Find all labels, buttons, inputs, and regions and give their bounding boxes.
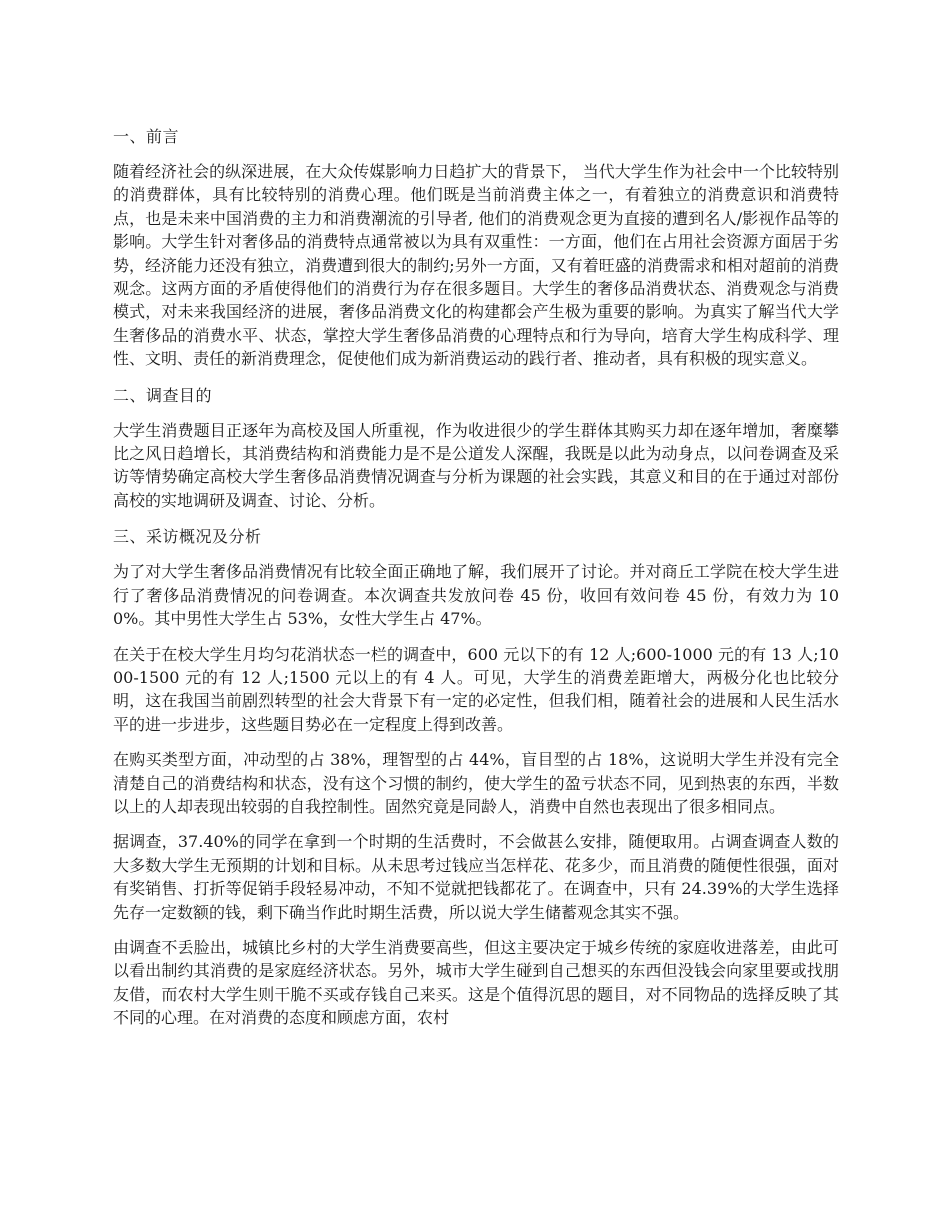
- paragraph: 大学生消费题目正逐年为高校及国人所重视，作为收进很少的学生群体其购买力却在逐年增加，奢糜攀比之风日趋增长，其消费结构和消费能力是不是公道发人深醒，我既是以此为动身点，以问卷调查及采访等情势确定高校大学生奢侈品消费情况调查与分析为课题的社会实践，其意义和目的在于通过对部份高校的实地调研及调查、讨论、分析。: [113, 420, 839, 510]
- paragraph: 据调查，37.40%的同学在拿到一个时期的生活费时，不会做甚么安排，随便取用。占调查调查人数的大多数大学生无预期的计划和目标。从未思考过钱应当怎样花、花多少，而且消费的随便性很强，面对有奖销售、打折等促销手段轻易冲动，不知不觉就把钱都花了。在调查中，只有 24.39%的大学生选择先存一定数额的钱，剩下确当作此时期生活费，所以说大学生储蓄观念其实不强。: [113, 832, 839, 922]
- section-heading: 三、采访概况及分析: [113, 527, 262, 547]
- section-heading: 一、前言: [113, 127, 180, 146]
- section-preface: [113, 124, 839, 371]
- section-interview-analysis: [113, 524, 839, 1029]
- paragraph: 随着经济社会的纵深进展，在大众传媒影响力日趋扩大的背景下， 当代大学生作为社会中一个比较特别的消费群体，具有比较特别的消费心理。他们既是当前消费主体之一，有着独立的消费意识和消费特点，也是未来中国消费的主力和消费潮流的引导者, 他们的消费观念更为直接的遭到名人/影视作品等的影响。大学生针对奢侈品的消费特点通常被以为具有双重性：一方面，他们在占用社会资源方面居于劣势，经济能力还没有独立，消费遭到很大的制约;另外一方面，又有着旺盛的消费需求和相对超前的消费观念。这两方面的矛盾使得他们的消费行为存在很多题目。大学生的奢侈品消费状态、消费观念与消费模式，对未来我国经济的进展，奢侈品消费文化的构建都会产生极为重要的影响。为真实了解当代大学生奢侈品的消费水平、状态，掌控大学生奢侈品消费的心理特点和行为导向，培育大学生构成科学、理性、文明、责任的新消费理念，促使他们成为新消费运动的践行者、推动者，具有积极的现实意义。: [113, 162, 839, 369]
- section-heading: 二、调查目的: [113, 385, 213, 405]
- section-purpose: [113, 383, 839, 513]
- paragraph: 由调查不丢脸出，城镇比乡村的大学生消费要高些，但这主要决定于城乡传统的家庭收进落差，由此可以看出制约其消费的是家庭经济状态。另外，城市大学生碰到自己想买的东西但没钱会向家里要或找朋友借，而农村大学生则干脆不买或存钱自己来买。这是个值得沉思的题目，对不同物品的选择反映了其不同的心理。在对消费的态度和顾虑方面，农村: [113, 937, 839, 1028]
- document-page: [113, 124, 839, 1042]
- paragraph: 在购买类型方面，冲动型的占 38%，理智型的占 44%，盲目型的占 18%，这说明大学生并没有完全清楚自己的消费结构和状态，没有这个习惯的制约，使大学生的盈亏状态不同，见到热衷的东西，半数以上的人却表现出较弱的自我控制性。固然究竟是同龄人，消费中自然也表现出了很多相同点。: [113, 750, 839, 816]
- paragraph: 在关于在校大学生月均匀花消状态一栏的调查中，600 元以下的有 12 人;600-1000 元的有 13 人;1000-1500 元的有 12 人;1500 元以上的有 4 人。可见，大学生的消费差距增大，两极分化也比较分明，这在我国当前剧烈转型的社会大背景下有一定的必定性，但我们相，随着社会的进展和人民生活水平的进一步进步，这些题目势必在一定程度上得到改善。: [113, 644, 839, 734]
- paragraph: 为了对大学生奢侈品消费情况有比较全面正确地了解，我们展开了讨论。并对商丘工学院在校大学生进行了奢侈品消费情况的问卷调查。本次调查共发放问卷 45 份，收回有效问卷 45 份，有效力为 100%。其中男性大学生占 53%，女性大学生占 47%。: [113, 562, 839, 629]
